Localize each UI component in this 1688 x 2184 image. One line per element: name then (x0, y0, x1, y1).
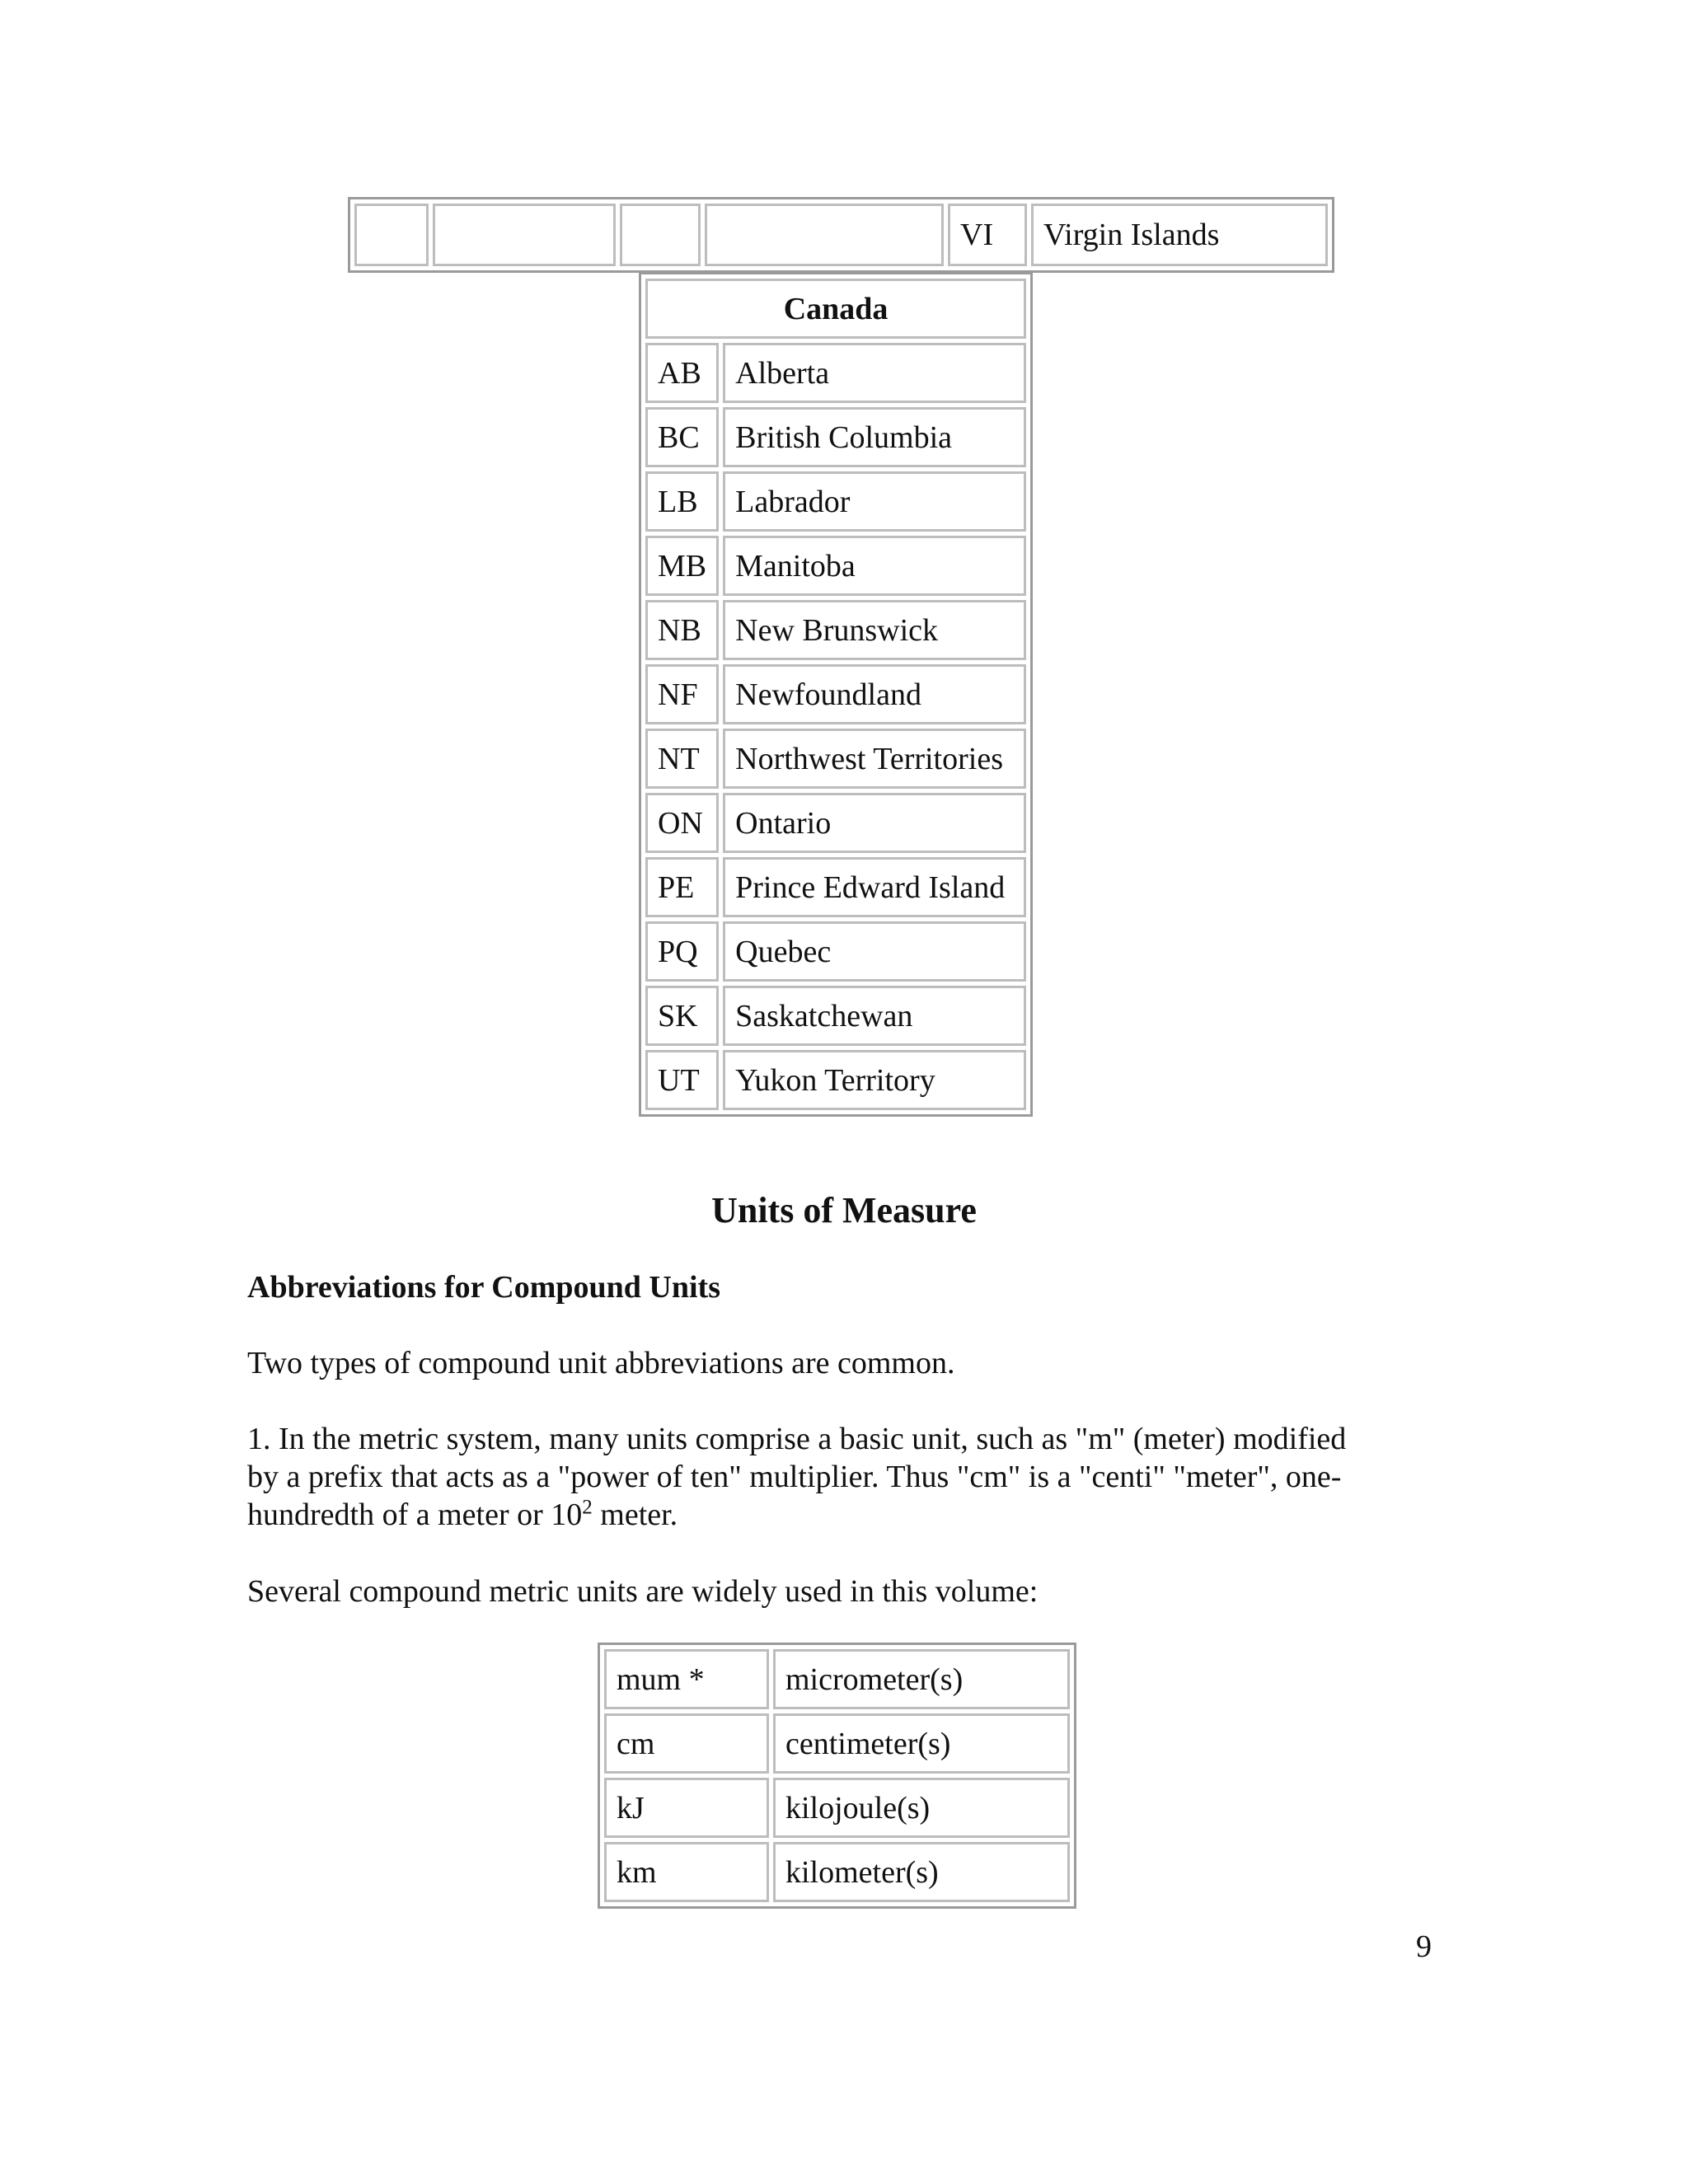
table-row (645, 1050, 1026, 1110)
unit-abbreviation: mum * (604, 1649, 769, 1709)
province-name: Newfoundland (723, 664, 1026, 724)
line-text: hundredth of a meter or 10 (247, 1497, 583, 1532)
metric-paragraph-line: 1. In the metric system, many units comprise a basic unit, such as "m" (meter) modified (247, 1422, 1347, 1456)
table-row (645, 793, 1026, 853)
province-name: Alberta (723, 343, 1026, 403)
state-name: Virgin Islands (1031, 204, 1328, 266)
province-name: Saskatchewan (723, 986, 1026, 1046)
province-name: New Brunswick (723, 600, 1026, 660)
table-row (604, 1713, 1070, 1774)
table-row (645, 664, 1026, 724)
province-name: Manitoba (723, 536, 1026, 596)
province-code: MB (645, 536, 719, 596)
province-name: Ontario (723, 793, 1026, 853)
province-name: Northwest Territories (723, 729, 1026, 789)
exponent: 2 (582, 1496, 593, 1519)
table-header-row (645, 279, 1026, 339)
metric-paragraph (247, 1420, 1500, 1534)
province-name: Yukon Territory (723, 1050, 1026, 1110)
table-row (604, 1842, 1070, 1902)
table-row (645, 536, 1026, 596)
province-code: PE (645, 857, 719, 917)
unit-full-name: micrometer(s) (773, 1649, 1070, 1709)
table-row (645, 857, 1026, 917)
table-row (645, 986, 1026, 1046)
intro-paragraph: Two types of compound unit abbreviations are common. (247, 1346, 955, 1380)
table-row (645, 471, 1026, 532)
subheading: Abbreviations for Compound Units (247, 1270, 720, 1305)
province-name: British Columbia (723, 407, 1026, 467)
metric-paragraph-line: by a prefix that acts as a "power of ten" multiplier. Thus "cm" is a "centi" "meter", one- (247, 1460, 1342, 1494)
table-row (645, 343, 1026, 403)
province-name: Quebec (723, 921, 1026, 982)
us-states-table-end (348, 197, 1334, 273)
province-code: NT (645, 729, 719, 789)
canada-provinces-table (639, 272, 1033, 1117)
unit-abbreviation: kJ (604, 1778, 769, 1838)
province-code: NF (645, 664, 719, 724)
province-code: LB (645, 471, 719, 532)
province-name: Labrador (723, 471, 1026, 532)
table-row (645, 921, 1026, 982)
province-code: UT (645, 1050, 719, 1110)
province-code: SK (645, 986, 719, 1046)
unit-abbreviation: cm (604, 1713, 769, 1774)
province-name: Prince Edward Island (723, 857, 1026, 917)
compound-units-table (598, 1643, 1076, 1909)
table-row (604, 1778, 1070, 1838)
empty-cell (705, 204, 944, 266)
province-code: AB (645, 343, 719, 403)
province-code: ON (645, 793, 719, 853)
canada-heading: Canada (645, 279, 1026, 339)
table-row (604, 1649, 1070, 1709)
table-row (645, 407, 1026, 467)
empty-cell (620, 204, 701, 266)
table-row (354, 204, 1328, 266)
province-code: PQ (645, 921, 719, 982)
state-code: VI (948, 204, 1027, 266)
empty-cell (354, 204, 429, 266)
unit-full-name: kilojoule(s) (773, 1778, 1070, 1838)
table-row (645, 729, 1026, 789)
section-title: Units of Measure (711, 1190, 977, 1230)
unit-full-name: centimeter(s) (773, 1713, 1070, 1774)
table-row (645, 600, 1026, 660)
line-text: meter. (592, 1497, 678, 1532)
unit-abbreviation: km (604, 1842, 769, 1902)
empty-cell (433, 204, 616, 266)
metric-paragraph-line (247, 1496, 1500, 1534)
province-code: BC (645, 407, 719, 467)
compound-units-intro: Several compound metric units are widely used in this volume: (247, 1574, 1039, 1609)
page-number: 9 (1416, 1929, 1432, 1964)
province-code: NB (645, 600, 719, 660)
unit-full-name: kilometer(s) (773, 1842, 1070, 1902)
